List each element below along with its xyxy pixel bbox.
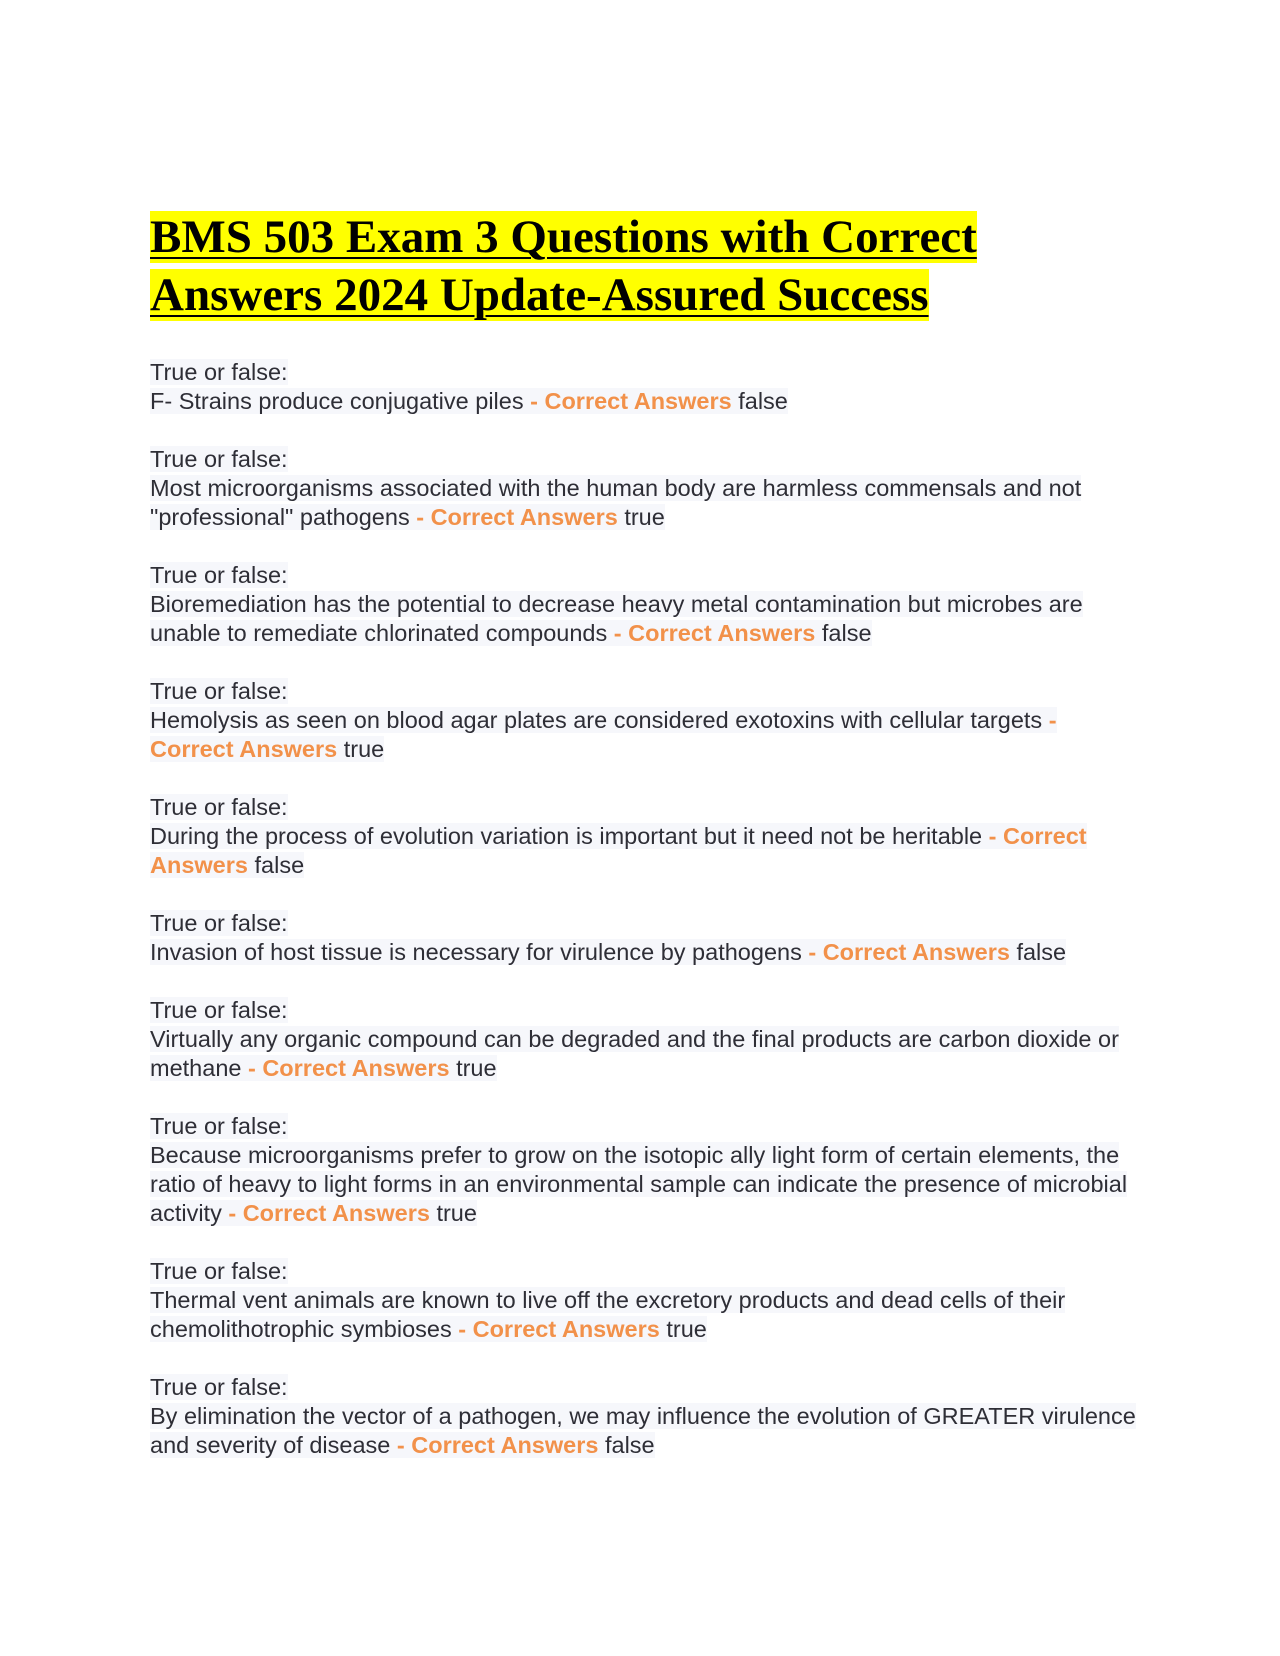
question-prompt: True or false: — [150, 678, 288, 704]
question-prompt: True or false: — [150, 997, 288, 1023]
answer-value: true — [436, 1200, 477, 1226]
answer-value: true — [666, 1316, 707, 1342]
answer-value: true — [624, 504, 665, 530]
question-text: Hemolysis as seen on blood agar plates are considered exotoxins with cellular targets — [150, 707, 1043, 733]
question-prompt: True or false: — [150, 1258, 288, 1284]
question-prompt: True or false: — [150, 910, 288, 936]
question-text: Because microorganisms prefer to grow on the isotopic ally light form of certain elements, the ratio of heavy to light forms in an environmental sample can indicate the presence of microbial activity — [150, 1142, 1128, 1226]
question-prompt: True or false: — [150, 1374, 288, 1400]
qa-item — [150, 909, 1140, 967]
answer-value: false — [821, 620, 872, 646]
question-text: Most microorganisms associated with the human body are harmless commensals and not "professional" pathogens — [150, 475, 1082, 530]
correct-answers-marker: - Correct Answers — [150, 707, 1057, 762]
question-text: Bioremediation has the potential to decrease heavy metal contamination but microbes are unable to remediate chlorinated compounds — [150, 591, 1083, 646]
qa-item — [150, 561, 1140, 648]
answer-value: true — [456, 1055, 497, 1081]
correct-answers-marker: - Correct Answers — [150, 823, 1087, 878]
qa-item — [150, 445, 1140, 532]
correct-answers-marker: - Correct Answers — [396, 1432, 599, 1458]
qa-item — [150, 358, 1140, 416]
question-prompt: True or false: — [150, 562, 288, 588]
correct-answers-marker: - Correct Answers — [247, 1055, 450, 1081]
title-line-2: Answers 2024 Update-Assured Success — [150, 269, 929, 321]
question-prompt: True or false: — [150, 446, 288, 472]
question-text: F- Strains produce conjugative piles — [150, 388, 524, 414]
title-line-1: BMS 503 Exam 3 Questions with Correct — [150, 211, 977, 263]
qa-item — [150, 677, 1140, 764]
question-text: Invasion of host tissue is necessary for virulence by pathogens — [150, 939, 802, 965]
correct-answers-marker: - Correct Answers — [613, 620, 816, 646]
qa-item — [150, 793, 1140, 880]
correct-answers-marker: - Correct Answers — [416, 504, 618, 530]
qa-item — [150, 1257, 1140, 1344]
answer-value: false — [254, 852, 305, 878]
question-text: During the process of evolution variation is important but it need not be heritable — [150, 823, 983, 849]
document-page — [150, 208, 1140, 1489]
correct-answers-marker: - Correct Answers — [458, 1316, 660, 1342]
answer-value: false — [1016, 939, 1067, 965]
qa-item — [150, 1373, 1140, 1460]
correct-answers-marker: - Correct Answers — [808, 939, 1010, 965]
question-prompt: True or false: — [150, 1113, 288, 1139]
correct-answers-marker: - Correct Answers — [530, 388, 732, 414]
question-text: By elimination the vector of a pathogen, we may influence the evolution of GREATER virulence and severity of disease — [150, 1403, 1136, 1458]
question-text: Virtually any organic compound can be degraded and the final products are carbon dioxide or methane — [150, 1026, 1119, 1081]
document-title — [150, 208, 1140, 324]
answer-value: false — [604, 1432, 655, 1458]
question-text: Thermal vent animals are known to live off the excretory products and dead cells of their chemolithotrophic symbioses — [150, 1287, 1066, 1342]
question-prompt: True or false: — [150, 794, 288, 820]
answer-value: false — [738, 388, 788, 414]
question-prompt: True or false: — [150, 359, 288, 385]
answer-value: true — [343, 736, 385, 762]
correct-answers-marker: - Correct Answers — [228, 1200, 430, 1226]
qa-item — [150, 1112, 1140, 1228]
qa-item — [150, 996, 1140, 1083]
